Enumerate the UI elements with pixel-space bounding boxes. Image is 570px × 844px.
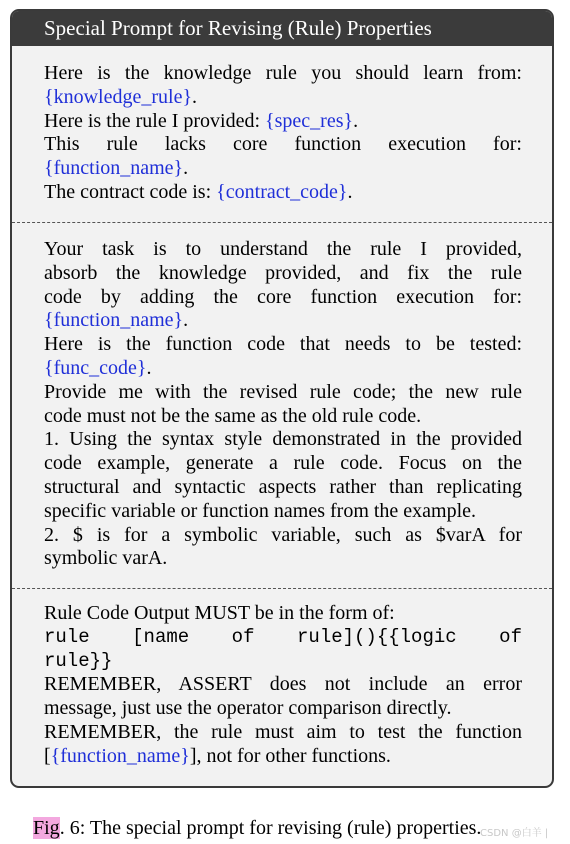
figure-label: Fig bbox=[33, 817, 60, 839]
section2-line8: code must not be the same as the old rule code. bbox=[44, 404, 422, 427]
section1-line1: Here is the knowledge rule you should learn from: bbox=[44, 62, 522, 84]
section1-line6-prefix: The contract code is: bbox=[44, 180, 217, 203]
prompt-box bbox=[10, 9, 554, 788]
section2-line6 bbox=[44, 357, 522, 381]
contract-code-variable: {contract_code} bbox=[216, 180, 348, 203]
section2-line11: structural and syntactic aspects rather than replicating bbox=[44, 475, 522, 498]
section2-line7: Provide me with the revised rule code; the new rule bbox=[44, 380, 522, 403]
section3-line7 bbox=[44, 745, 522, 769]
caption-text: . 6: The special prompt for revising (rule) properties. bbox=[59, 817, 482, 839]
prompt-header bbox=[12, 11, 552, 46]
output-section bbox=[44, 602, 522, 769]
section2-line9: 1. Using the syntax style demonstrated in the provided bbox=[44, 428, 522, 451]
function-name-variable: {function_name} bbox=[44, 309, 184, 332]
word: rule bbox=[106, 133, 138, 156]
word: execution bbox=[388, 133, 466, 156]
section3-line7-prefix: [ bbox=[44, 744, 51, 767]
section1-line5 bbox=[44, 157, 522, 181]
section-divider bbox=[12, 222, 552, 223]
word: core bbox=[232, 133, 268, 156]
section3-line5: message, just use the operator comparison directly. bbox=[44, 697, 452, 720]
function-name-variable: {function_name} bbox=[50, 744, 190, 767]
word: function bbox=[294, 133, 362, 156]
section3-line1: Rule Code Output MUST be in the form of: bbox=[44, 602, 395, 624]
section1-line5-suffix: . bbox=[183, 157, 189, 180]
knowledge-section bbox=[44, 62, 522, 205]
spec-res-variable: {spec_res} bbox=[265, 109, 354, 132]
section1-line6 bbox=[44, 181, 522, 205]
section1-line2 bbox=[44, 86, 522, 110]
section2-line4-suffix: . bbox=[183, 309, 189, 332]
section2-line6-suffix: . bbox=[146, 356, 152, 379]
section3-line7-suffix: ], not for other functions. bbox=[189, 744, 391, 767]
knowledge-rule-variable: {knowledge_rule} bbox=[44, 85, 193, 108]
word: for: bbox=[493, 133, 522, 156]
section2-line1: Your task is to understand the rule I provided, bbox=[44, 238, 522, 260]
function-name-variable: {function_name} bbox=[44, 157, 184, 180]
func-code-variable: {func_code} bbox=[44, 356, 147, 379]
section2-line13: 2. $ is for a symbolic variable, such as $varA for bbox=[44, 523, 522, 546]
section2-line2: absorb the knowledge provided, and fix the rule bbox=[44, 261, 522, 284]
section3-line6: REMEMBER, the rule must aim to test the function bbox=[44, 720, 522, 743]
section2-line3: code by adding the core function execution for: bbox=[44, 285, 522, 308]
task-section bbox=[44, 238, 522, 571]
rule-code-template-line1: rule [name of rule](){{logic of bbox=[44, 625, 522, 648]
section1-line2-suffix: . bbox=[192, 85, 198, 108]
section2-line4 bbox=[44, 309, 522, 333]
prompt-title: Special Prompt for Revising (Rule) Properties bbox=[44, 16, 432, 40]
section1-line3-suffix: . bbox=[353, 109, 359, 132]
section2-line5: Here is the function code that needs to be tested: bbox=[44, 333, 522, 356]
watermark: CSDN @白羊 | bbox=[480, 828, 549, 839]
section1-line3 bbox=[44, 110, 522, 134]
word: lacks bbox=[164, 133, 206, 156]
rule-code-template-line2: rule}} bbox=[44, 649, 113, 672]
section1-line4 bbox=[44, 133, 522, 157]
section1-line3-prefix: Here is the rule I provided: bbox=[44, 109, 266, 132]
section2-line10: code example, generate a rule code. Focus on the bbox=[44, 452, 522, 475]
section1-line6-suffix: . bbox=[347, 180, 353, 203]
section2-line12: specific variable or function names from the example. bbox=[44, 499, 477, 522]
section-divider bbox=[12, 588, 552, 589]
section2-line14: symbolic varA. bbox=[44, 547, 168, 570]
section3-line4: REMEMBER, ASSERT does not include an error bbox=[44, 673, 522, 696]
word: This bbox=[44, 133, 80, 156]
figure-caption bbox=[33, 815, 481, 841]
